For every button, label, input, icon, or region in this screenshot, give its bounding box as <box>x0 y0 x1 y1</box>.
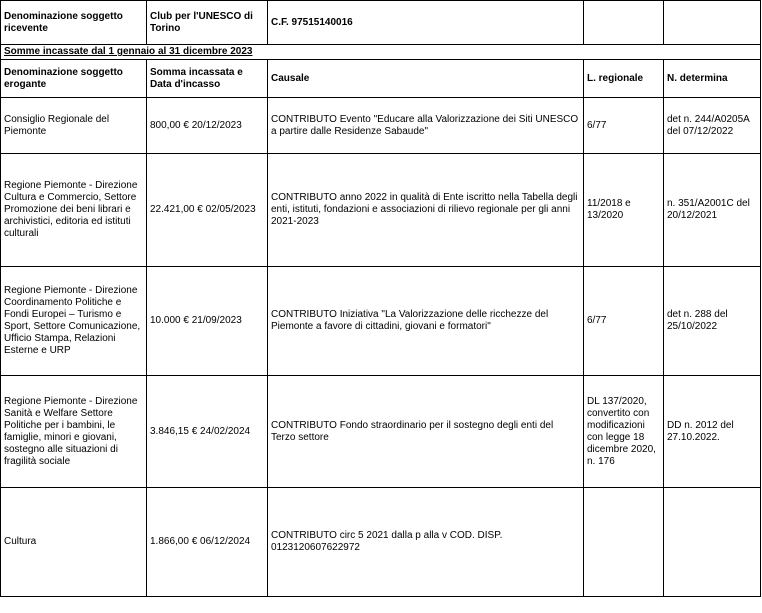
table-row <box>1 154 761 267</box>
row-determina: det n. 288 del 25/10/2022 <box>664 267 761 376</box>
column-header-determina: N. determina <box>664 60 761 98</box>
row-soggetto: Regione Piemonte - Direzione Sanità e Welfare Settore Politiche per i bambini, le famiglie, minori e giovani, sostegno alle situazioni di fragilità sociale <box>1 376 147 488</box>
row-legge: 6/77 <box>584 267 664 376</box>
table-row <box>1 488 761 597</box>
row-soggetto: Regione Piemonte - Direzione Cultura e Commercio, Settore Promozione dei beni librari e archivistici, editoria ed istituti culturali <box>1 154 147 267</box>
column-header-somma: Somma incassata e Data d'incasso <box>147 60 268 98</box>
column-header-row <box>1 60 761 98</box>
row-determina <box>664 488 761 597</box>
column-header-soggetto: Denominazione soggetto erogante <box>1 60 147 98</box>
table-row <box>1 98 761 154</box>
row-somma: 1.866,00 € 06/12/2024 <box>147 488 268 597</box>
row-causale: CONTRIBUTO anno 2022 in qualità di Ente iscritto nella Tabella degli enti, istituti, fondazioni e associazioni di rilievo regionale per gli anni 2021-2023 <box>268 154 584 267</box>
row-legge: DL 137/2020, convertito con modificazioni con legge 18 dicembre 2020, n. 176 <box>584 376 664 488</box>
row-determina: DD n. 2012 del 27.10.2022. <box>664 376 761 488</box>
row-determina: n. 351/A2001C del 20/12/2021 <box>664 154 761 267</box>
row-causale: CONTRIBUTO circ 5 2021 dalla p alla v COD. DISP. 0123120607622972 <box>268 488 584 597</box>
period-row <box>1 45 761 60</box>
row-legge: 6/77 <box>584 98 664 154</box>
row-somma: 10.000 € 21/09/2023 <box>147 267 268 376</box>
row-somma: 3.846,15 € 24/02/2024 <box>147 376 268 488</box>
table-row <box>1 376 761 488</box>
period-title: Somme incassate dal 1 gennaio al 31 dicembre 2023 <box>1 45 761 60</box>
row-causale: CONTRIBUTO Fondo straordinario per il sostegno degli enti del Terzo settore <box>268 376 584 488</box>
recipient-tax-code: C.F. 97515140016 <box>268 1 584 45</box>
column-header-legge: L. regionale <box>584 60 664 98</box>
column-header-causale: Causale <box>268 60 584 98</box>
recipient-name: Club per l'UNESCO di Torino <box>147 1 268 45</box>
table-row <box>1 267 761 376</box>
row-determina: det n. 244/A0205A del 07/12/2022 <box>664 98 761 154</box>
recipient-header-row <box>1 1 761 45</box>
row-causale: CONTRIBUTO Evento "Educare alla Valorizzazione dei Siti UNESCO a partire dalle Residenze Sabaude" <box>268 98 584 154</box>
recipient-label: Denominazione soggetto ricevente <box>1 1 147 45</box>
row-soggetto: Cultura <box>1 488 147 597</box>
row-soggetto: Regione Piemonte - Direzione Coordinamento Politiche e Fondi Europei – Turismo e Sport, Settore Comunicazione, Ufficio Stampa, Relazioni Esterne e URP <box>1 267 147 376</box>
row-somma: 800,00 € 20/12/2023 <box>147 98 268 154</box>
row-causale: CONTRIBUTO Iniziativa "La Valorizzazione delle ricchezze del Piemonte a favore di cittadini, giovani e formatori" <box>268 267 584 376</box>
row-somma: 22.421,00 € 02/05/2023 <box>147 154 268 267</box>
row-legge: 11/2018 e 13/2020 <box>584 154 664 267</box>
empty-cell <box>584 1 664 45</box>
row-legge <box>584 488 664 597</box>
empty-cell <box>664 1 761 45</box>
row-soggetto: Consiglio Regionale del Piemonte <box>1 98 147 154</box>
